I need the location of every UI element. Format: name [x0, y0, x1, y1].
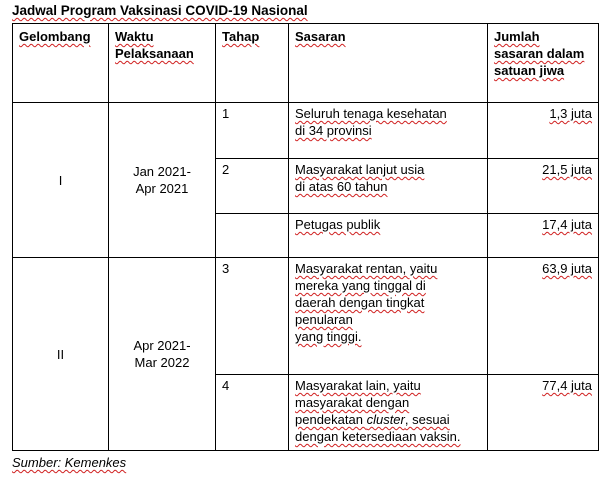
wave-2-waktu: Apr 2021- Mar 2022	[109, 258, 216, 451]
wave-2-row-1-jumlah: 63,9 juta	[488, 258, 599, 375]
table-row	[13, 258, 599, 375]
vaccination-schedule-table	[12, 23, 599, 451]
wave-1-row-2-jumlah: 21,5 juta	[488, 159, 599, 214]
wave-1-row-1-tahap: 1	[216, 103, 289, 159]
wave-1-row-1-sasaran: Seluruh tenaga kesehatan di 34 provinsi	[289, 103, 488, 159]
wave-1-gelombang: I	[13, 103, 109, 258]
wave-1-row-1-jumlah: 1,3 juta	[488, 103, 599, 159]
wave-1-row-3-tahap	[216, 214, 289, 258]
table-title: Jadwal Program Vaksinasi COVID-19 Nasional	[12, 3, 308, 18]
header-gelombang: Gelombang	[13, 24, 109, 103]
wave-2-gelombang: II	[13, 258, 109, 451]
wave-1-row-3-sasaran: Petugas publik	[289, 214, 488, 258]
wave-1-row-3-jumlah: 17,4 juta	[488, 214, 599, 258]
wave-2-row-2-sasaran: Masyarakat lain, yaitu masyarakat dengan pendekatan cluster, sesuai dengan ketersediaan vaksin.	[289, 375, 488, 451]
wave-2-row-2-tahap: 4	[216, 375, 289, 451]
wave-2-row-1-tahap: 3	[216, 258, 289, 375]
header-sasaran: Sasaran	[289, 24, 488, 103]
header-waktu-pelaksanaan: Waktu Pelaksanaan	[109, 24, 216, 103]
wave-1-row-2-tahap: 2	[216, 159, 289, 214]
wave-2-row-1-sasaran: Masyarakat rentan, yaitu mereka yang tinggal di daerah dengan tingkat penularan yang tinggi.	[289, 258, 488, 375]
wave-2-row-2-jumlah: 77,4 juta	[488, 375, 599, 451]
header-row	[13, 24, 599, 103]
wave-1-row-2-sasaran: Masyarakat lanjut usia di atas 60 tahun	[289, 159, 488, 214]
header-jumlah: Jumlah sasaran dalam satuan jiwa	[488, 24, 599, 103]
source-note: Sumber: Kemenkes	[12, 455, 127, 470]
wave-1-waktu: Jan 2021- Apr 2021	[109, 103, 216, 258]
header-tahap: Tahap	[216, 24, 289, 103]
table-row	[13, 103, 599, 159]
